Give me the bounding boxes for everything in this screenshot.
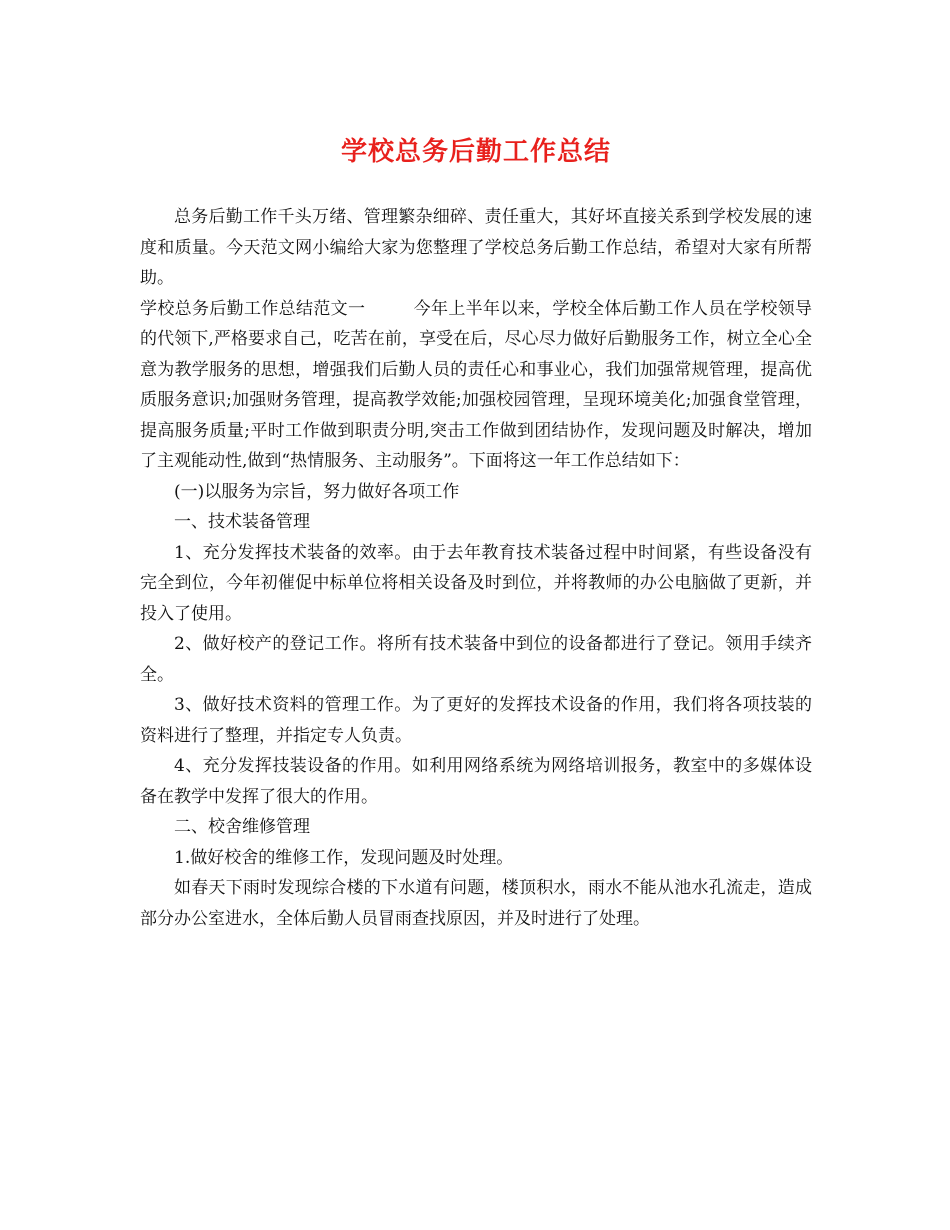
section-text: 今年上半年以来，学校全体后勤工作人员在学校领导的代领下,严格要求自己，吃苦在前，享受在后，尽心尽力做好后勤服务工作，树立全心全意为教学服务的思想，增强我们后勤人员的责任心和事业心，我们加强常规管理，提高优质服务意识;加强财务管理，提高教学效能;加强校园管理，呈现环境美化;加强食堂管理，提高服务质量;平时工作做到职责分明,突击工作做到团结协作，发现问题及时解决，增加了主观能动性,做到“热情服务、主动服务”。下面将这一年工作总结如下： xyxy=(140,298,813,471)
section-paragraph xyxy=(140,294,812,477)
intro-paragraph: 总务后勤工作千头万绪、管理繁杂细碎、责任重大，其好坏直接关系到学校发展的速度和质量。今天范文网小编给大家为您整理了学校总务后勤工作总结，希望对大家有所帮助。 xyxy=(140,207,812,288)
heading-building-maintenance: 二、校舍维修管理 xyxy=(174,817,310,837)
heading-tech-equipment: 一、技术装备管理 xyxy=(174,512,310,532)
item-paragraph: 如春天下雨时发现综合楼的下水道有问题，楼顶积水，雨水不能从池水孔流走，造成部分办公室进水，全体后勤人员冒雨查找原因，并及时进行了处理。 xyxy=(140,878,812,929)
section-label: 学校总务后勤工作总结范文一 xyxy=(140,298,366,319)
item-paragraph: 1.做好校舍的维修工作，发现问题及时处理。 xyxy=(174,847,514,868)
heading-service: (一)以服务为宗旨，努力做好各项工作 xyxy=(174,481,460,502)
document-title: 学校总务后勤工作总结 xyxy=(340,137,611,167)
item-paragraph: 1、充分发挥技术装备的效率。由于去年教育技术装备过程中时间紧，有些设备没有完全到位，今年初催促中标单位将相关设备及时到位，并将教师的办公电脑做了更新，并投入了使用。 xyxy=(140,542,812,624)
item-paragraph: 4、充分发挥技装设备的作用。如利用网络系统为网络培训报务，教室中的多媒体设备在教学中发挥了很大的作用。 xyxy=(140,756,812,807)
document-page xyxy=(140,130,812,934)
item-paragraph: 3、做好技术资料的管理工作。为了更好的发挥技术设备的作用，我们将各项技装的资料进行了整理，并指定专人负责。 xyxy=(140,695,812,746)
item-paragraph: 2、做好校产的登记工作。将所有技术装备中到位的设备都进行了登记。领用手续齐全。 xyxy=(140,634,812,685)
